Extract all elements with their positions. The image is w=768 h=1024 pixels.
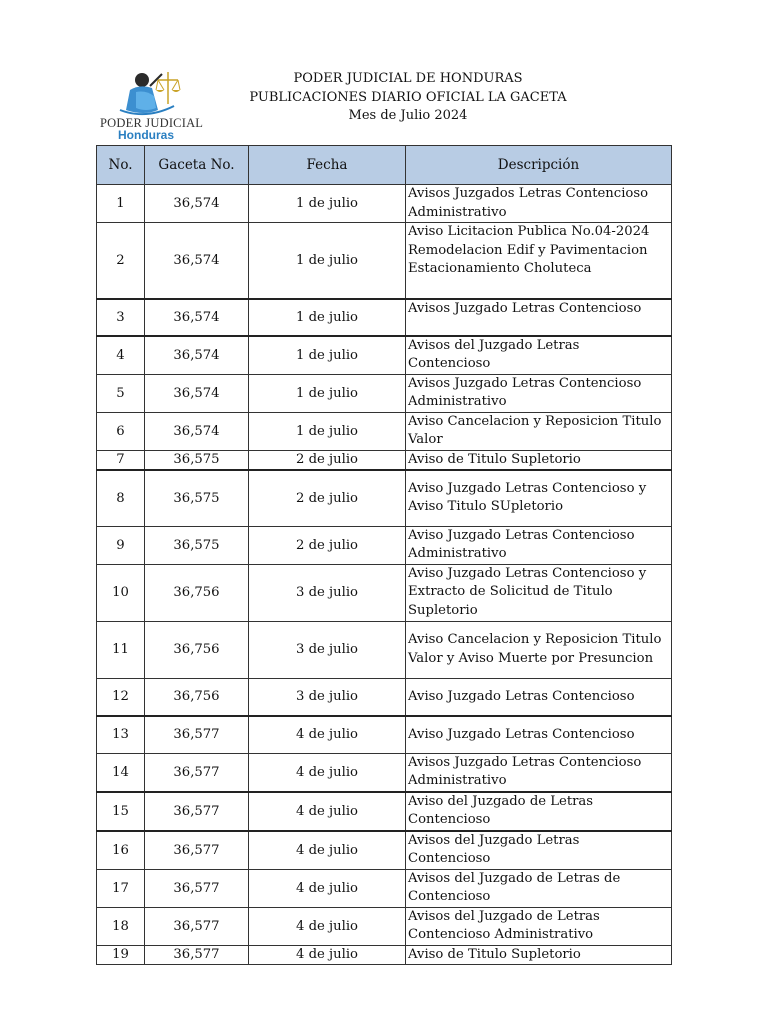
table-row bbox=[97, 185, 672, 223]
cell-fecha: 2 de julio bbox=[249, 526, 406, 564]
cell-descripcion bbox=[406, 753, 672, 792]
descripcion-line: Avisos del Juzgado Letras bbox=[408, 337, 580, 353]
cell-no: 14 bbox=[97, 753, 145, 792]
cell-gaceta: 36,577 bbox=[145, 753, 249, 792]
cell-no: 15 bbox=[97, 792, 145, 831]
cell-no: 1 bbox=[97, 185, 145, 223]
table-row bbox=[97, 299, 672, 336]
header-publication: PUBLICACIONES DIARIO OFICIAL LA GACETA bbox=[249, 89, 567, 105]
cell-gaceta: 36,756 bbox=[145, 678, 249, 716]
descripcion-line: Avisos Juzgado Letras Contencioso bbox=[408, 754, 642, 770]
descripcion-line: Administrativo bbox=[408, 546, 507, 561]
cell-descripcion bbox=[406, 907, 672, 945]
descripcion-line: Avisos del Juzgado Letras bbox=[408, 832, 580, 848]
logo-text-poder-judicial: PODER JUDICIAL bbox=[100, 116, 204, 130]
descripcion-line: Aviso del Juzgado de Letras bbox=[408, 793, 594, 809]
cell-fecha: 1 de julio bbox=[249, 374, 406, 412]
table-row bbox=[97, 564, 672, 621]
cell-gaceta: 36,574 bbox=[145, 185, 249, 223]
publications-table bbox=[96, 145, 672, 965]
descripcion-line: Administrativo bbox=[408, 204, 507, 220]
descripcion-line: Aviso de Titulo Supletorio bbox=[408, 946, 581, 962]
cell-no: 19 bbox=[97, 945, 145, 965]
cell-no: 7 bbox=[97, 450, 145, 470]
descripcion-line: Avisos Juzgado Letras Contencioso bbox=[408, 375, 642, 391]
cell-no: 17 bbox=[97, 869, 145, 907]
cell-descripcion bbox=[406, 945, 672, 965]
cell-gaceta: 36,577 bbox=[145, 907, 249, 945]
document-header bbox=[0, 70, 768, 126]
cell-fecha: 3 de julio bbox=[249, 678, 406, 716]
cell-fecha: 1 de julio bbox=[249, 412, 406, 450]
cell-fecha: 4 de julio bbox=[249, 716, 406, 753]
cell-fecha: 1 de julio bbox=[249, 299, 406, 336]
table-row bbox=[97, 907, 672, 945]
cell-no: 9 bbox=[97, 526, 145, 564]
cell-descripcion bbox=[406, 223, 672, 299]
descripcion-line: Aviso Cancelacion y Reposicion Titulo bbox=[408, 413, 662, 429]
cell-descripcion bbox=[406, 526, 672, 564]
table-row bbox=[97, 374, 672, 412]
cell-fecha: 2 de julio bbox=[249, 450, 406, 470]
cell-descripcion bbox=[406, 450, 672, 470]
cell-gaceta: 36,574 bbox=[145, 374, 249, 412]
header-month: Mes de Julio 2024 bbox=[348, 108, 468, 123]
cell-descripcion bbox=[406, 831, 672, 870]
table-row bbox=[97, 621, 672, 678]
header-gaceta: Gaceta No. bbox=[145, 146, 249, 185]
cell-fecha: 4 de julio bbox=[249, 753, 406, 792]
cell-gaceta: 36,575 bbox=[145, 450, 249, 470]
cell-descripcion bbox=[406, 792, 672, 831]
descripcion-line: Administrativo bbox=[408, 773, 507, 788]
cell-gaceta: 36,575 bbox=[145, 470, 249, 526]
descripcion-line: Avisos Juzgados Letras Contencioso bbox=[408, 186, 649, 201]
cell-gaceta: 36,756 bbox=[145, 621, 249, 678]
descripcion-line: Aviso Licitacion Publica No.04-2024 bbox=[408, 224, 650, 239]
cell-descripcion bbox=[406, 869, 672, 907]
cell-gaceta: 36,574 bbox=[145, 412, 249, 450]
cell-gaceta: 36,574 bbox=[145, 223, 249, 299]
cell-no: 3 bbox=[97, 299, 145, 336]
header-fecha: Fecha bbox=[249, 146, 406, 185]
cell-descripcion bbox=[406, 716, 672, 753]
header-descripcion: Descripción bbox=[406, 146, 672, 185]
cell-gaceta: 36,577 bbox=[145, 945, 249, 965]
cell-descripcion bbox=[406, 299, 672, 336]
cell-no: 8 bbox=[97, 470, 145, 526]
descripcion-line: Aviso Juzgado Letras Contencioso bbox=[408, 527, 635, 543]
cell-descripcion bbox=[406, 412, 672, 450]
descripcion-line: Avisos del Juzgado de Letras de bbox=[408, 870, 621, 886]
cell-no: 6 bbox=[97, 412, 145, 450]
descripcion-line: Contencioso bbox=[408, 851, 491, 866]
descripcion-line: Contencioso bbox=[408, 356, 491, 371]
descripcion-line: Contencioso bbox=[408, 889, 491, 904]
cell-descripcion bbox=[406, 678, 672, 716]
cell-no: 5 bbox=[97, 374, 145, 412]
table-row bbox=[97, 945, 672, 965]
descripcion-line: Aviso Juzgado Letras Contencioso bbox=[408, 726, 635, 742]
table-row bbox=[97, 450, 672, 470]
descripcion-line: Extracto de Solicitud de Titulo bbox=[408, 584, 613, 600]
cell-no: 12 bbox=[97, 678, 145, 716]
table-row bbox=[97, 753, 672, 792]
descripcion-line: Aviso Titulo SUpletorio bbox=[408, 499, 564, 515]
table-row bbox=[97, 470, 672, 526]
descripcion-line: Contencioso bbox=[408, 812, 491, 827]
cell-fecha: 3 de julio bbox=[249, 564, 406, 621]
cell-fecha: 4 de julio bbox=[249, 792, 406, 831]
cell-gaceta: 36,577 bbox=[145, 831, 249, 870]
descripcion-line: Avisos del Juzgado de Letras bbox=[408, 908, 600, 924]
cell-gaceta: 36,574 bbox=[145, 336, 249, 375]
cell-gaceta: 36,756 bbox=[145, 564, 249, 621]
logo-text-honduras: Honduras bbox=[118, 128, 175, 142]
cell-descripcion bbox=[406, 185, 672, 223]
cell-fecha: 4 de julio bbox=[249, 831, 406, 870]
cell-no: 4 bbox=[97, 336, 145, 375]
descripcion-line: Remodelacion Edif y Pavimentacion bbox=[408, 242, 648, 258]
table-row bbox=[97, 223, 672, 299]
cell-descripcion bbox=[406, 564, 672, 621]
cell-no: 10 bbox=[97, 564, 145, 621]
cell-fecha: 1 de julio bbox=[249, 223, 406, 299]
table-row bbox=[97, 336, 672, 375]
cell-fecha: 4 de julio bbox=[249, 945, 406, 965]
table-row bbox=[97, 792, 672, 831]
cell-fecha: 1 de julio bbox=[249, 185, 406, 223]
cell-descripcion bbox=[406, 374, 672, 412]
table-row bbox=[97, 526, 672, 564]
descripcion-line: Supletorio bbox=[408, 602, 478, 618]
cell-fecha: 1 de julio bbox=[249, 336, 406, 375]
descripcion-line: Valor bbox=[408, 432, 443, 447]
table-row bbox=[97, 831, 672, 870]
cell-no: 13 bbox=[97, 716, 145, 753]
cell-no: 11 bbox=[97, 621, 145, 678]
descripcion-line: Aviso Juzgado Letras Contencioso bbox=[408, 688, 635, 704]
descripcion-line: Aviso Juzgado Letras Contencioso y bbox=[408, 565, 647, 581]
cell-no: 18 bbox=[97, 907, 145, 945]
cell-descripcion bbox=[406, 621, 672, 678]
table-row bbox=[97, 412, 672, 450]
cell-gaceta: 36,577 bbox=[145, 716, 249, 753]
cell-fecha: 3 de julio bbox=[249, 621, 406, 678]
cell-gaceta: 36,577 bbox=[145, 792, 249, 831]
table-row bbox=[97, 869, 672, 907]
table-row bbox=[97, 678, 672, 716]
cell-fecha: 4 de julio bbox=[249, 869, 406, 907]
header-no: No. bbox=[97, 146, 145, 185]
cell-gaceta: 36,577 bbox=[145, 869, 249, 907]
descripcion-line: Aviso Juzgado Letras Contencioso y bbox=[408, 480, 647, 496]
cell-descripcion bbox=[406, 470, 672, 526]
descripcion-line: Valor y Aviso Muerte por Presuncion bbox=[408, 650, 654, 666]
cell-no: 16 bbox=[97, 831, 145, 870]
descripcion-line: Aviso Cancelacion y Reposicion Titulo bbox=[408, 632, 662, 647]
cell-descripcion bbox=[406, 336, 672, 375]
descripcion-line: Administrativo bbox=[408, 394, 507, 409]
cell-gaceta: 36,574 bbox=[145, 299, 249, 336]
table-row bbox=[97, 716, 672, 753]
descripcion-line: Avisos Juzgado Letras Contencioso bbox=[408, 300, 642, 316]
descripcion-line: Contencioso Administrativo bbox=[408, 927, 594, 942]
cell-fecha: 2 de julio bbox=[249, 470, 406, 526]
cell-gaceta: 36,575 bbox=[145, 526, 249, 564]
table-header-row bbox=[97, 146, 672, 185]
cell-no: 2 bbox=[97, 223, 145, 299]
cell-fecha: 4 de julio bbox=[249, 907, 406, 945]
descripcion-line: Estacionamiento Choluteca bbox=[408, 261, 592, 276]
descripcion-line: Aviso de Titulo Supletorio bbox=[408, 451, 581, 467]
header-institution: PODER JUDICIAL DE HONDURAS bbox=[293, 71, 523, 86]
